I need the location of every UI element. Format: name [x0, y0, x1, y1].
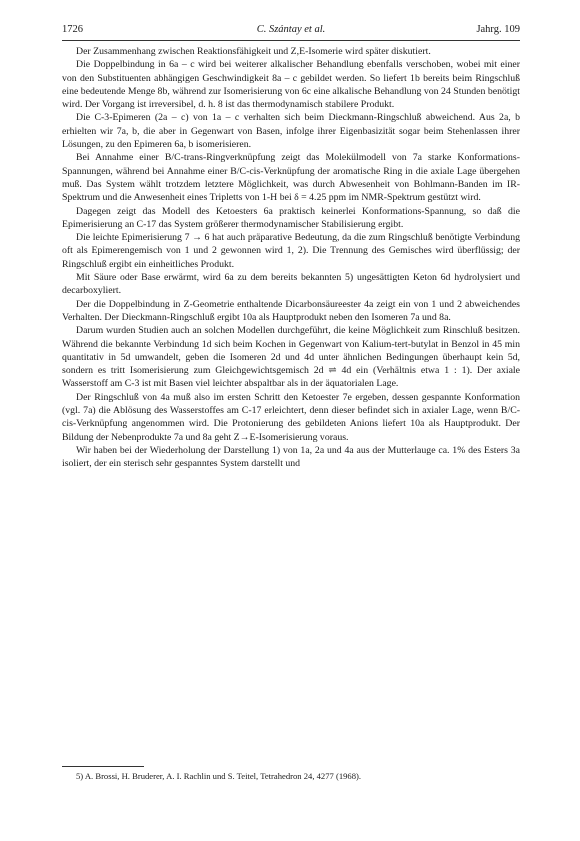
paragraph: Die C-3-Epimeren (2a – c) von 1a – c verhalten sich beim Dieckmann-Ringschluß abweichend. Aus 2a, b erhielten wir 7a, b, die aber in Gegenwart von Basen, infolge ihrer Eigenbasizität sogar beim Stehenlassen ihrer Lösungen, zu den Epimeren 6a, b isomerisieren. — [62, 112, 520, 151]
paragraph: Dagegen zeigt das Modell des Ketoesters 6a praktisch keinerlei Konformations-Spannung, so daß die Epimerisierung an C-17 das System größerer thermodynamischer Stabilisierung ergibt. — [62, 205, 520, 230]
paragraph: Die Doppelbindung in 6a – c wird bei weiterer alkalischer Behandlung ebenfalls verschoben, wobei mit einer von den Substituenten abhängigen Geschwindigkeit 8a – c gebildet werden. So liefert 1b bereits beim Ringschluß eine bedeutende Menge 8b, während zur Isomerisierung von 6c eine alkalische Behandlung von 24 Stunden benötigt wird. Der Vorgang ist irreversibel, d. h. 8 ist das thermodynamisch stabilere Produkt. — [62, 59, 520, 111]
page-number: 1726 — [62, 24, 83, 35]
paragraph: Der Ringschluß von 4a muß also im ersten Schritt den Ketoester 7e ergeben, dessen gespannte Konformation (vgl. 7a) die Ablösung des Wasserstoffes am C-17 erleichtert, denn dieser befindet sich in axialer Lage, wenn B/C-cis-Verknüpfung angenommen wird. Die Protonierung des gebildeten Anions liefert 10a als Hauptprodukt. Der Bildung der Nebenprodukte 7a und 8a geht Z→E-Isomerisierung voraus. — [62, 391, 520, 443]
paragraph: Der die Doppelbindung in Z-Geometrie enthaltende Dicarbonsäureester 4a zeigt ein von 1 und 2 abweichendes Verhalten. Der Dieckmann-Ringschluß ergibt 10a als Hauptprodukt neben den Isomeren 7a und 8a. — [62, 298, 520, 323]
paragraph: Bei Annahme einer B/C-trans-Ringverknüpfung zeigt das Molekülmodell von 7a starke Konformations-Spannungen, während bei Annahme einer B/C-cis-Verknüpfung der aromatische Ring in die axiale Lage übergehen muß. Das System wählt trotzdem letztere Möglichkeit, was durch Abwesenheit von Bohlmann-Banden im IR-Spektrum und die Anwesenheit eines Tripletts von 1-H bei δ = 4.25 ppm im NMR-Spektrum gestützt wird. — [62, 152, 520, 204]
paragraph: Mit Säure oder Base erwärmt, wird 6a zu dem bereits bekannten 5) ungesättigten Keton 6d hydrolysiert und decarboxyliert. — [62, 272, 520, 297]
running-header — [62, 24, 520, 40]
running-authors: C. Szántay et al. — [256, 24, 326, 35]
paragraph: Der Zusammenhang zwischen Reaktionsfähigkeit und Z,E-Isomerie wird später diskutiert. — [76, 46, 431, 57]
footnote: 5) A. Brossi, H. Bruderer, A. I. Rachlin und S. Teitel, Tetrahedron 24, 4277 (1968). — [76, 771, 362, 781]
body-text — [62, 45, 520, 471]
paragraph: Darum wurden Studien auch an solchen Modellen durchgeführt, die keine Möglichkeit zum Rinschluß besitzen. Während die bekannte Verbindung 1d sich beim Kochen in Gegenwart von Kalium-tert-butylat in Benzol in 45 min quantitativ in 5d umwandelt, geben die Isomeren 2d und 4d unter ähnlichen Bedingungen überhaupt kein 5d, sondern es tritt Isomerisierung zum Gleichgewichtsgemisch 2d ⇌ 4d ein (Verhältnis etwa 1 : 1). Der axiale Wasserstoff am C-3 ist mit Basen viel leichter abspaltbar als in der äquatorialen Lage. — [62, 325, 520, 390]
header-rule — [62, 40, 520, 41]
footnote-rule — [62, 766, 144, 767]
journal-volume: Jahrg. 109 — [476, 24, 520, 35]
paragraph: Wir haben bei der Wiederholung der Darstellung 1) von 1a, 2a und 4a aus der Mutterlauge ca. 1% des Esters 3a isoliert, der ein sterisch sehr gespanntes System darstellt und — [62, 444, 520, 470]
paragraph: Die leichte Epimerisierung 7 → 6 hat auch präparative Bedeutung, da die zum Ringschluß benötigte Verbindung oft als Epimerengemisch von 1 und 2 gewonnen wird 1, 2). Die Trennung des Gemisches wird überflüssig; der Ringschluß ergibt ein einheitliches Produkt. — [62, 232, 520, 270]
